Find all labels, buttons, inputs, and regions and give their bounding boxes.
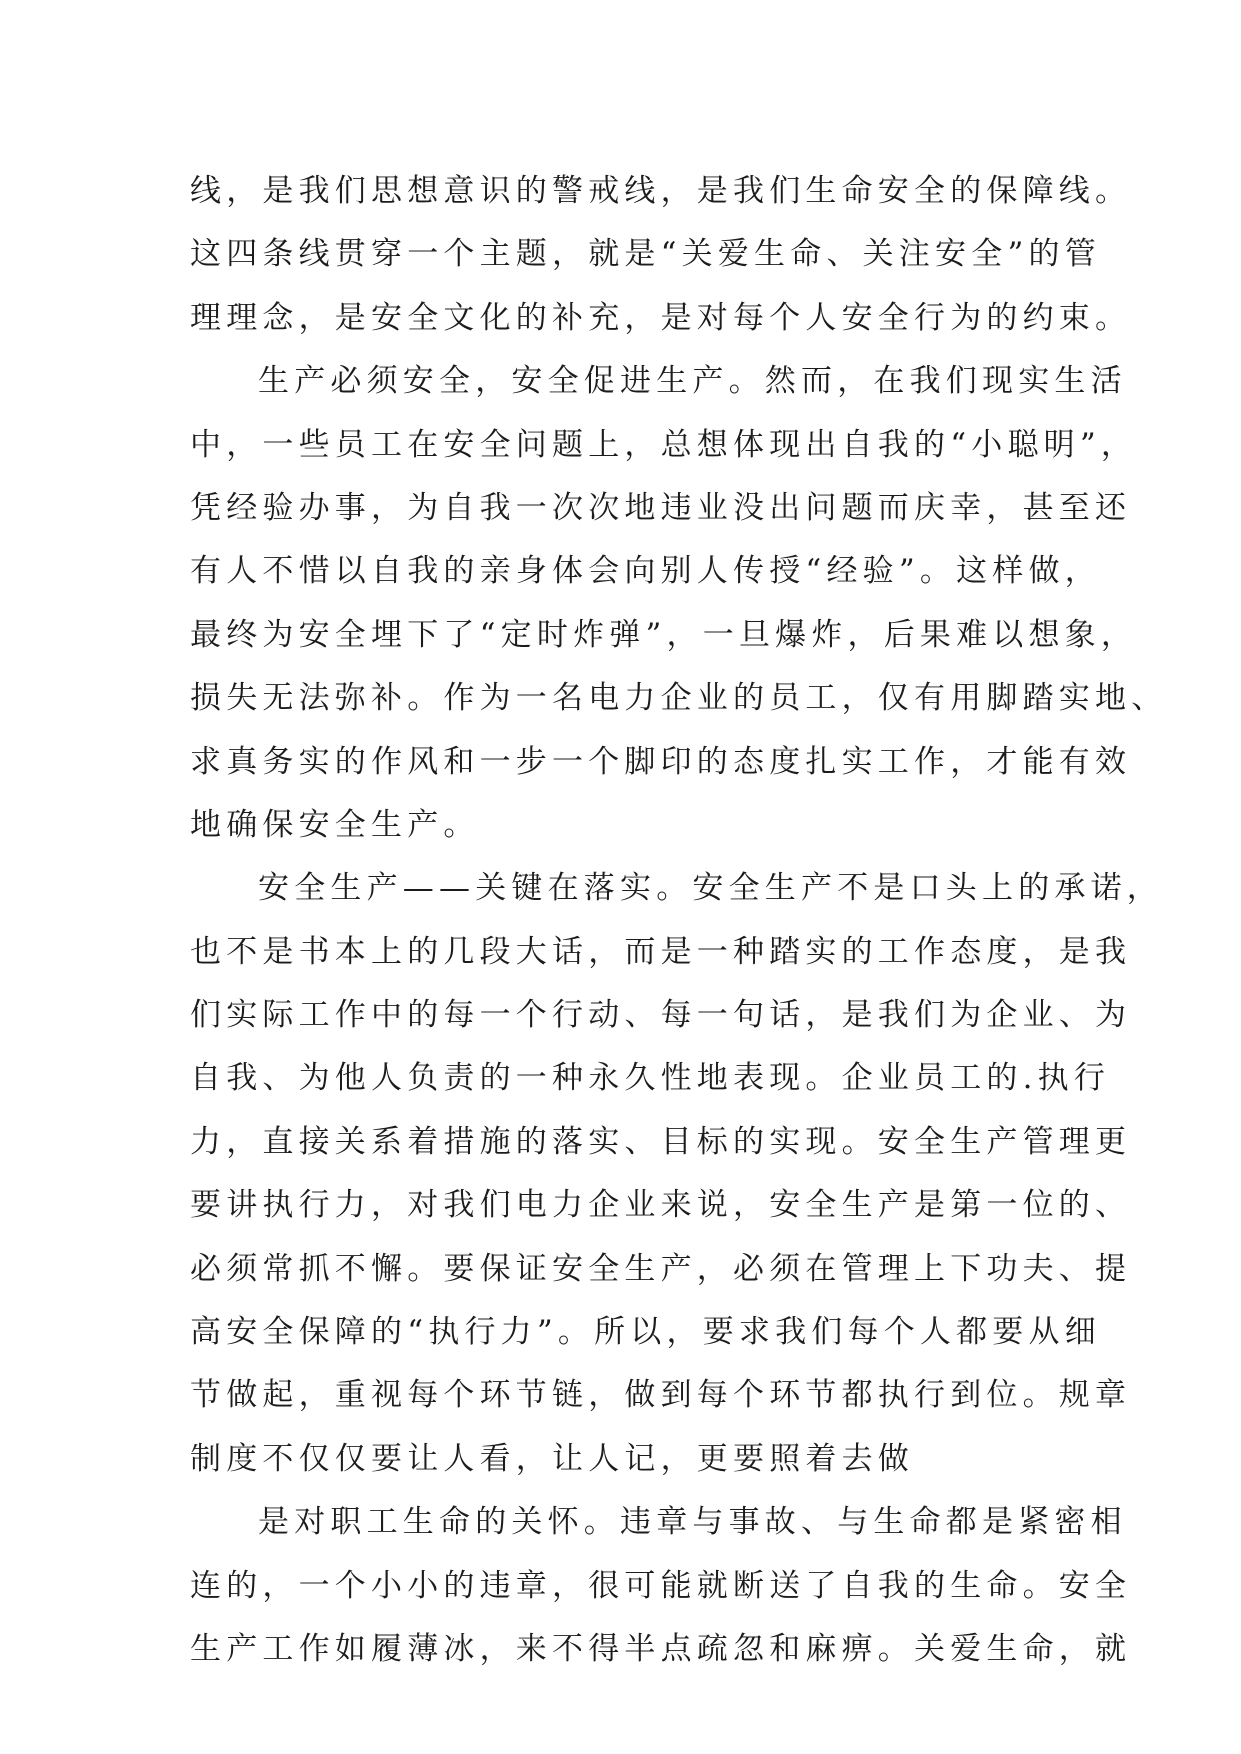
document-body: [190, 160, 1168, 1681]
text-line: 求真务实的作风和一步一个脚印的态度扎实工作，才能有效: [190, 743, 1132, 780]
text-line: 力，直接关系着措施的落实、目标的实现。安全生产管理更: [190, 1123, 1132, 1160]
text-line: 中，一些员工在安全问题上，总想体现出自我的“小聪明”，: [190, 426, 1138, 463]
text-line: 制度不仅仅要让人看，让人记，更要照着去做: [190, 1440, 914, 1477]
text-line: 最终为安全埋下了“定时炸弹”，一旦爆炸，后果难以想象，: [190, 616, 1138, 653]
text-line: 是对职工生命的关怀。违章与事故、与生命都是紧密相: [258, 1504, 1127, 1541]
text-line: 线，是我们思想意识的警戒线，是我们生命安全的保障线。: [190, 173, 1132, 209]
text-line: 安全生产——关键在落实。安全生产不是口头上的承诺，: [258, 870, 1163, 907]
text-line: 凭经验办事，为自我一次次地违业没出问题而庆幸，甚至还: [190, 489, 1132, 526]
text-line: 有人不惜以自我的亲身体会向别人传授“经验”。这样做，: [190, 553, 1101, 590]
text-line: 要讲执行力，对我们电力企业来说，安全生产是第一位的、: [190, 1187, 1132, 1224]
text-line: 连的，一个小小的违章，很可能就断送了自我的生命。安全: [190, 1567, 1132, 1604]
paragraph-2: [190, 350, 1168, 857]
text-line: 们实际工作中的每一个行动、每一句话，是我们为企业、为: [190, 997, 1132, 1034]
text-line: 这四条线贯穿一个主题，就是“关爱生命、关注安全”的管: [190, 236, 1101, 273]
text-line: 损失无法弥补。作为一名电力企业的员工，仅有用脚踏实地、: [190, 680, 1168, 717]
text-line: 理理念，是安全文化的补充，是对每个人安全行为的约束。: [190, 299, 1132, 336]
text-line: 必须常抓不懈。要保证安全生产，必须在管理上下功夫、提: [190, 1250, 1132, 1287]
paragraph-3: [190, 857, 1163, 1491]
text-line: 地确保安全生产。: [190, 806, 480, 843]
text-line: 也不是书本上的几段大话，而是一种踏实的工作态度，是我: [190, 933, 1132, 970]
text-line: 生产必须安全，安全促进生产。然而，在我们现实生活: [258, 363, 1127, 400]
text-line: 高安全保障的“执行力”。所以，要求我们每个人都要从细: [190, 1314, 1101, 1351]
paragraph-4: [190, 1491, 1132, 1681]
text-line: 生产工作如履薄冰，来不得半点疏忽和麻痹。关爱生命，就: [190, 1630, 1132, 1667]
paragraph-1: [190, 160, 1132, 350]
text-line: 节做起，重视每个环节链，做到每个环节都执行到位。规章: [190, 1377, 1132, 1414]
text-line: 自我、为他人负责的一种永久性地表现。企业员工的.执行: [190, 1060, 1111, 1097]
